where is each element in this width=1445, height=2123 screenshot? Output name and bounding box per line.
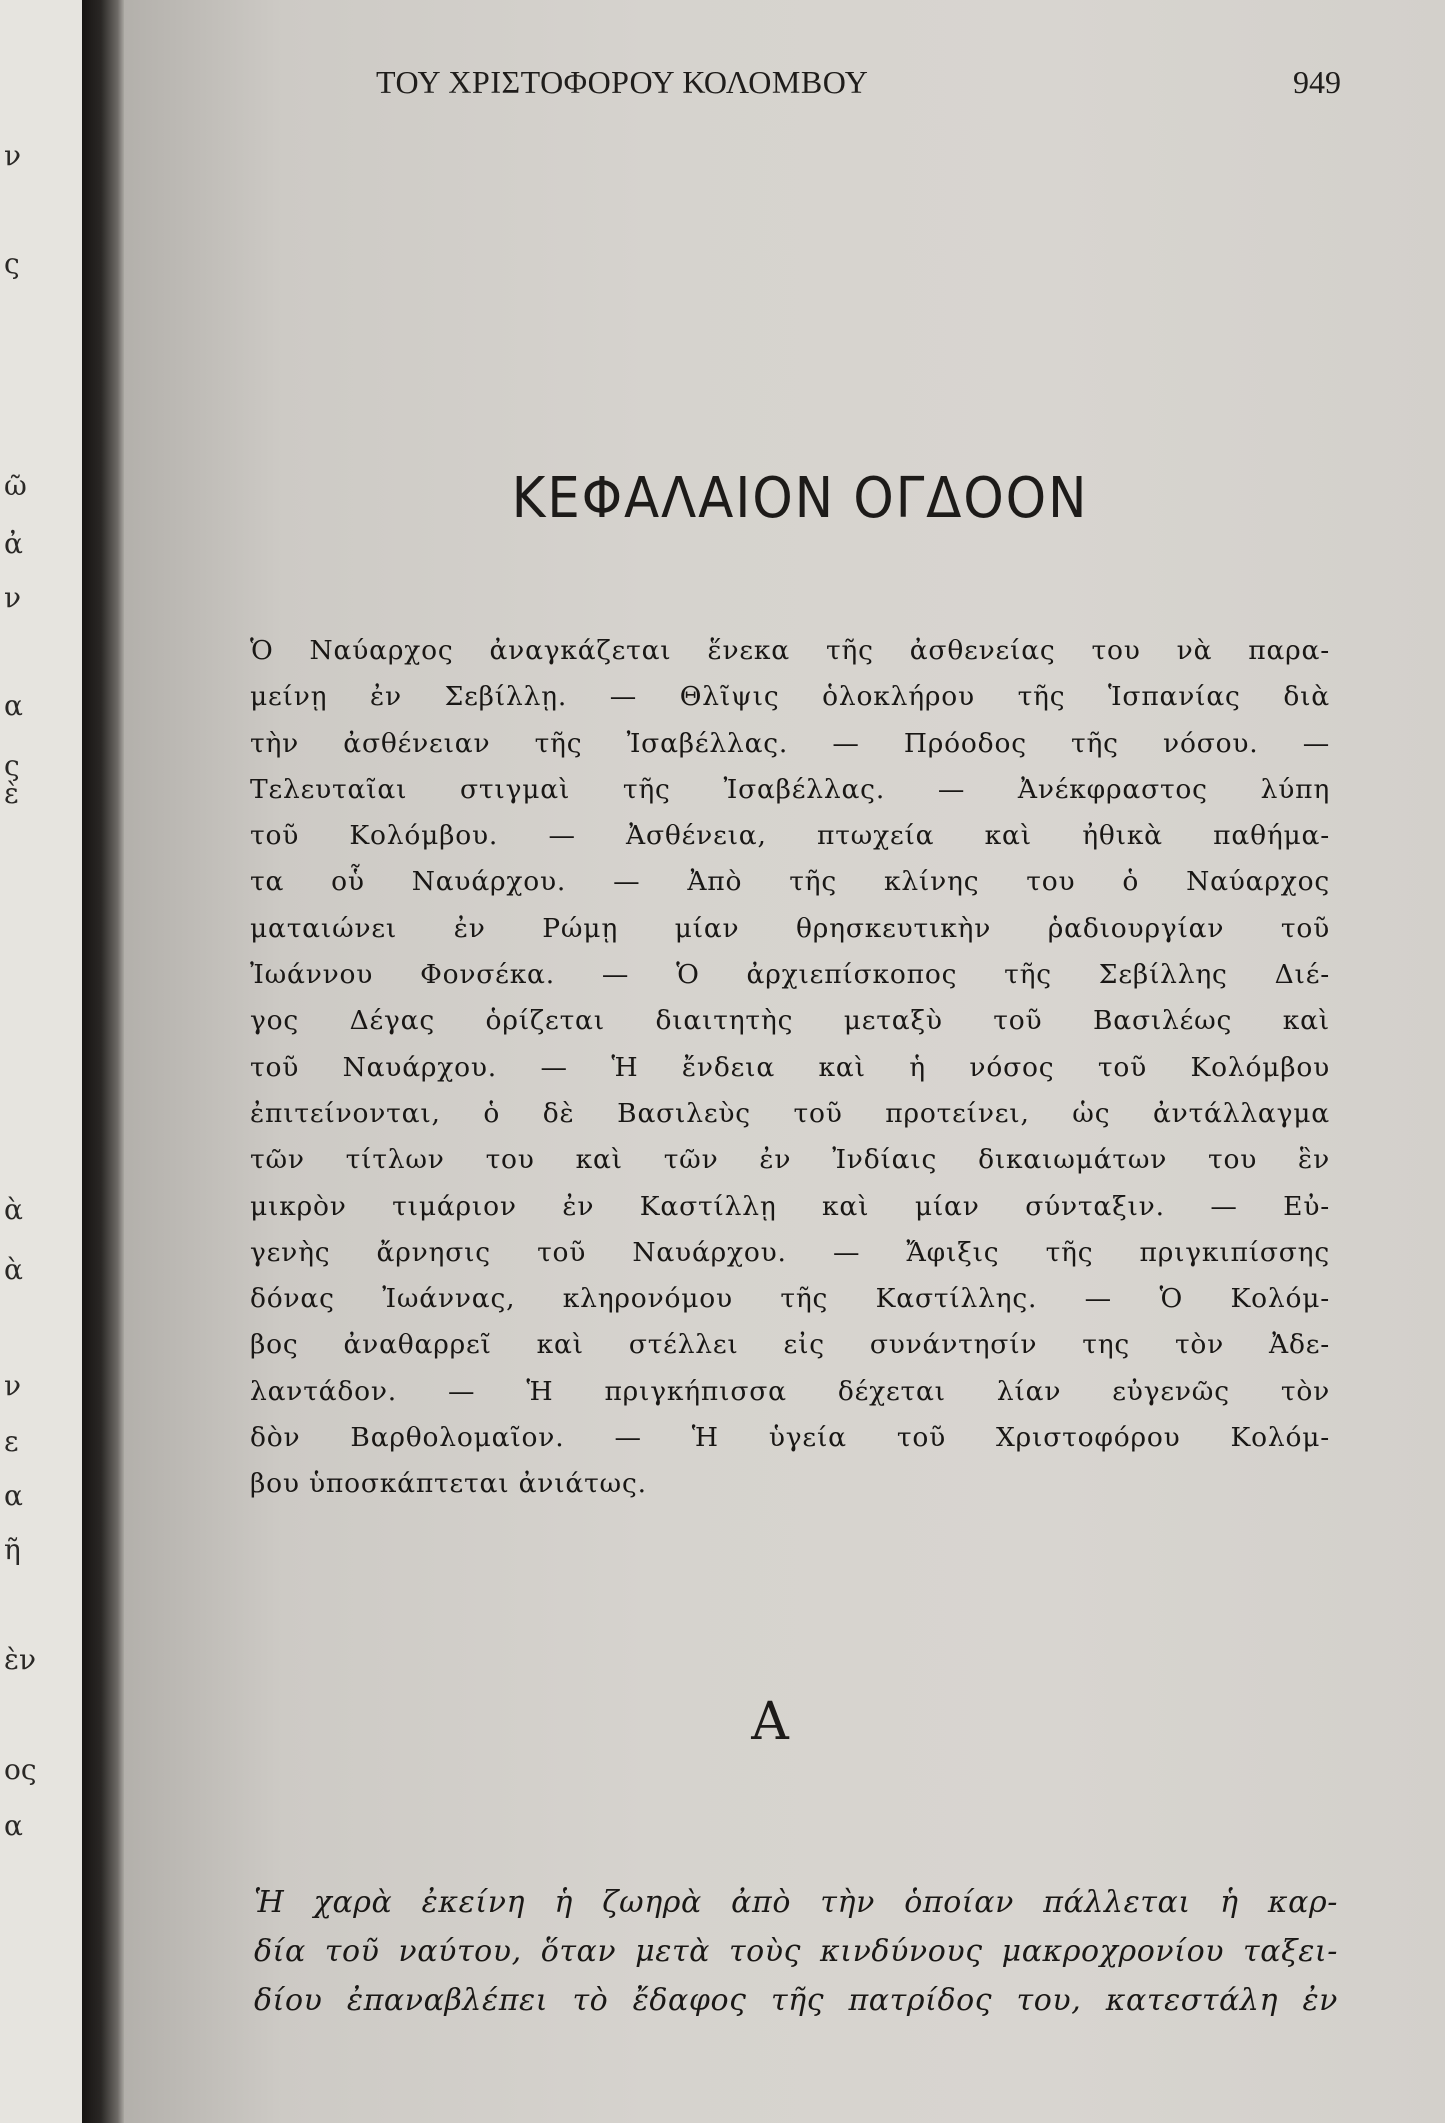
- summary-line: γος Δέγας ὁρίζεται διαιτητὴς μεταξὺ τοῦ Βασιλέως καὶ: [250, 1005, 1330, 1037]
- summary-line: τὴν ἀσθένειαν τῆς Ἰσαβέλλας. — Πρόοδος τῆς νόσου. —: [250, 727, 1330, 759]
- prev-page-fragment: ῆ: [4, 1533, 21, 1566]
- chapter-summary: [250, 628, 1330, 1508]
- summary-line: ἐπιτείνονται, ὁ δὲ Βασιλεὺς τοῦ προτείνει, ὡς ἀντάλλαγμα: [250, 1097, 1330, 1129]
- body-line: δία τοῦ ναύτου, ὅταν μετὰ τοὺς κινδύνους μακροχρονίου ταξει-: [254, 1934, 1338, 1969]
- prev-page-fragment: α: [4, 1479, 23, 1512]
- summary-line: Ἰωάννου Φονσέκα. — Ὁ ἀρχιεπίσκοπος τῆς Σεβίλλης Διέ-: [250, 959, 1330, 991]
- body-paragraph: [254, 1878, 1338, 2025]
- summary-line: βου ὑποσκάπτεται ἀνιάτως.: [250, 1468, 647, 1500]
- prev-page-fragment: ε: [4, 1425, 19, 1458]
- prev-page-fragment: ν: [4, 1369, 22, 1402]
- body-line: Ἡ χαρὰ ἐκείνη ἡ ζωηρὰ ἀπὸ τὴν ὁποίαν πάλλεται ἡ καρ-: [254, 1885, 1338, 1920]
- body-line: δίου ἐπαναβλέπει τὸ ἔδαφος τῆς πατρίδος του, κατεστάλη ἐν: [254, 1983, 1338, 2018]
- summary-line: ματαιώνει ἐν Ρώμῃ μίαν θρησκευτικὴν ῥαδιουργίαν τοῦ: [250, 912, 1330, 944]
- prev-page-fragment: ὲν: [4, 1643, 37, 1676]
- previous-page-edge: [0, 0, 82, 2123]
- book-gutter: [82, 0, 124, 2123]
- summary-line: Τελευταῖαι στιγμαὶ τῆς Ἰσαβέλλας. — Ἀνέκφραστος λύπη: [250, 773, 1330, 805]
- summary-line: λαντάδον. — Ἡ πριγκήπισσα δέχεται λίαν εὐγενῶς τὸν: [250, 1375, 1330, 1407]
- prev-page-fragment: ὰ: [4, 1253, 23, 1286]
- summary-line: Ὁ Ναύαρχος ἀναγκάζεται ἕνεκα τῆς ἀσθενείας του νὰ παρα-: [250, 635, 1330, 666]
- prev-page-fragment: α: [4, 1809, 23, 1842]
- page-number: 949: [1293, 64, 1341, 100]
- prev-page-fragment: ν: [4, 139, 22, 172]
- prev-page-fragment: α: [4, 689, 23, 722]
- summary-line: δὸν Βαρθολομαῖον. — Ἡ ὑγεία τοῦ Χριστοφόρου Κολόμ-: [250, 1422, 1330, 1454]
- prev-page-fragment: ἀ: [4, 527, 23, 560]
- summary-line: βος ἀναθαρρεῖ καὶ στέλλει εἰς συνάντησίν της τὸν Ἀδε-: [250, 1329, 1330, 1361]
- prev-page-fragment: ος: [4, 1753, 37, 1786]
- prev-page-fragment: ς: [4, 749, 20, 782]
- summary-line: τα οὗ Ναυάρχου. — Ἀπὸ τῆς κλίνης του ὁ Ναύαρχος: [250, 866, 1330, 898]
- summary-line: γενὴς ἄρνησις τοῦ Ναυάρχου. — Ἄφιξις τῆς πριγκιπίσσης: [250, 1236, 1330, 1268]
- prev-page-fragment: ὰ: [4, 1193, 23, 1226]
- prev-page-fragment: ὲ: [4, 777, 20, 810]
- summary-line: τοῦ Ναυάρχου. — Ἡ ἔνδεια καὶ ἡ νόσος τοῦ Κολόμβου: [250, 1051, 1330, 1083]
- summary-line: τοῦ Κολόμβου. — Ἀσθένεια, πτωχεία καὶ ἠθικὰ παθήμα-: [250, 820, 1330, 852]
- prev-page-fragment: ν: [4, 581, 22, 614]
- running-head: [376, 64, 1341, 104]
- running-title: ΤΟΥ ΧΡΙΣΤΟΦΟΡΟΥ ΚΟΛΟΜΒΟΥ: [376, 64, 869, 100]
- section-letter: Α: [751, 1692, 789, 1752]
- chapter-title: ΚΕΦΑΛΑΙΟΝ ΟΓΔΟΟΝ: [511, 466, 1089, 531]
- summary-line: μείνῃ ἐν Σεβίλλῃ. — Θλῖψις ὁλοκλήρου τῆς Ἱσπανίας διὰ: [250, 681, 1330, 713]
- summary-line: δόνας Ἰωάννας, κληρονόμου τῆς Καστίλλης. — Ὁ Κολόμ-: [250, 1283, 1330, 1315]
- prev-page-fragment: ῶ: [4, 469, 27, 502]
- summary-line: μικρὸν τιμάριον ἐν Καστίλλῃ καὶ μίαν σύνταξιν. — Εὐ-: [250, 1190, 1330, 1222]
- summary-line: τῶν τίτλων του καὶ τῶν ἐν Ἰνδίαις δικαιωμάτων του ἓν: [250, 1144, 1330, 1176]
- prev-page-fragment: ς: [4, 247, 20, 280]
